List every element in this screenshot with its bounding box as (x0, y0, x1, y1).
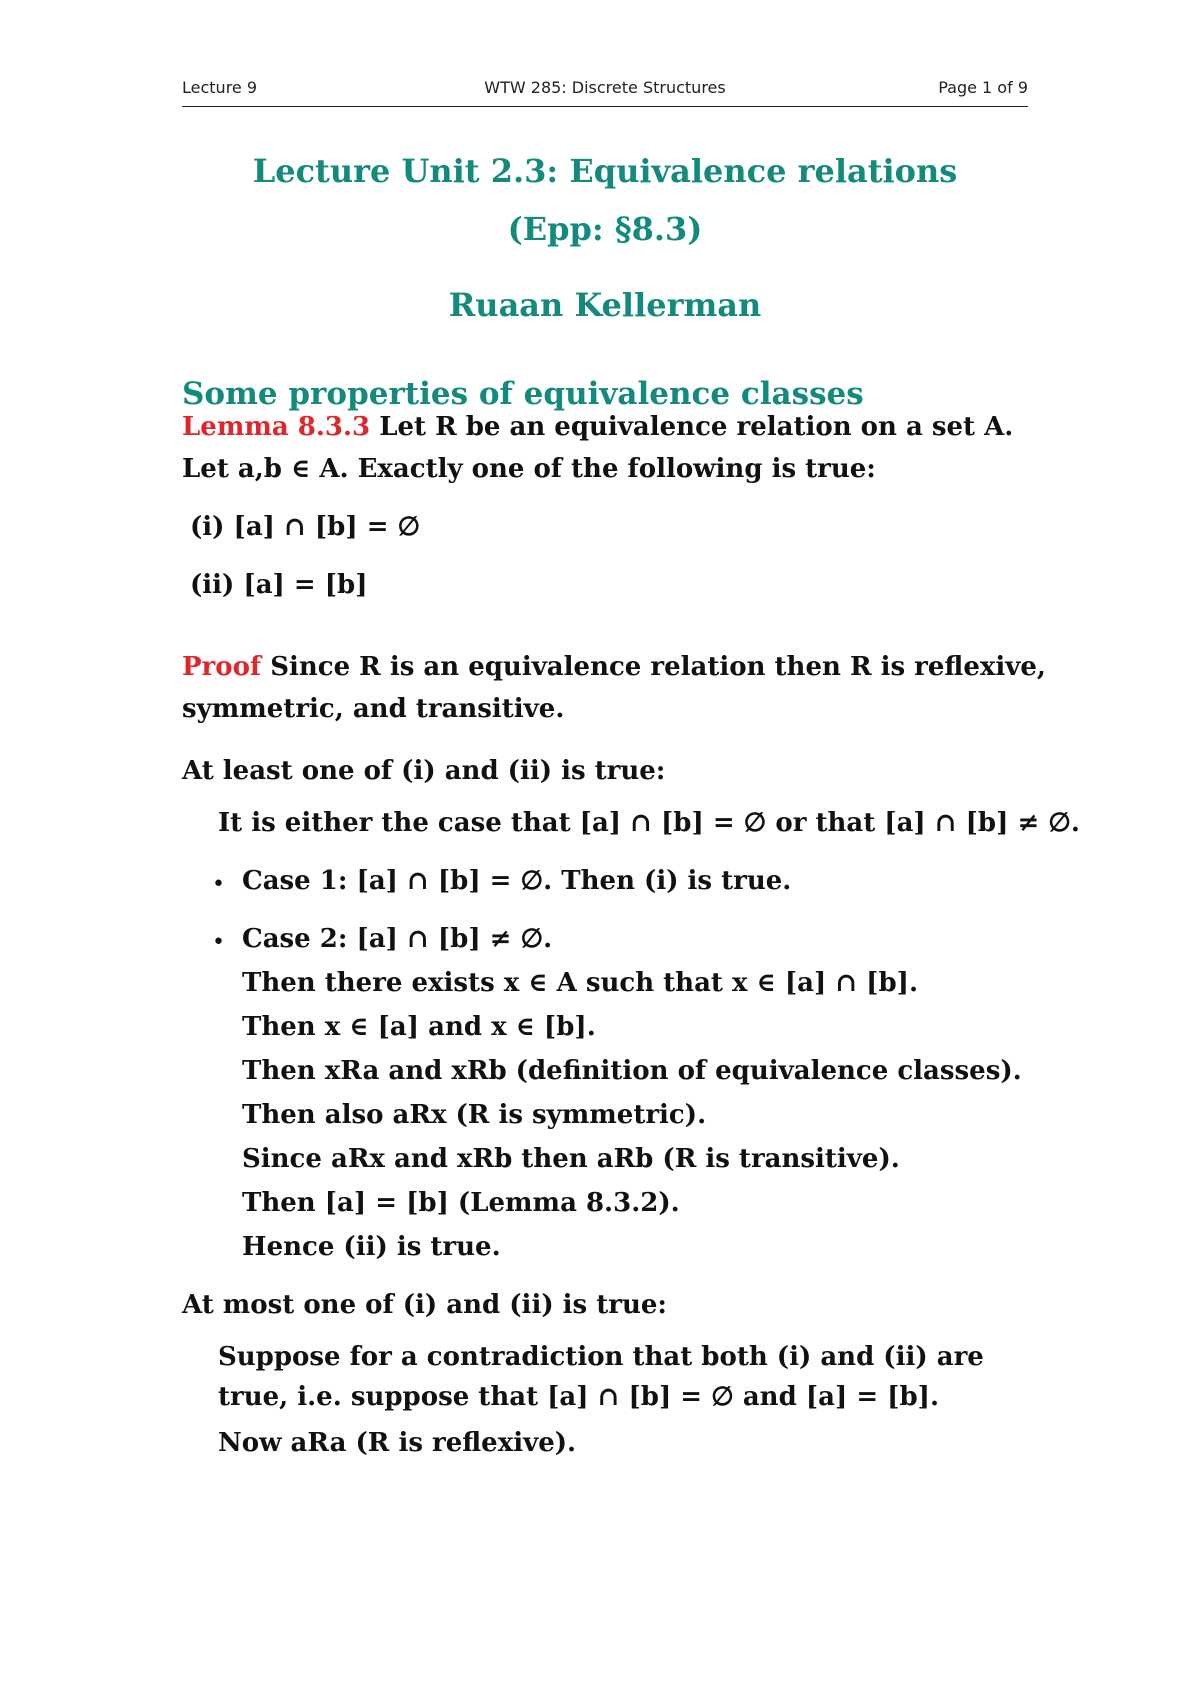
document-subtitle: (Epp: §8.3) (507, 210, 703, 248)
lemma-item-ii: (ii) [a] = [b] (190, 570, 368, 600)
case2-step: Since aRx and xRb then aRb (R is transitive). (242, 1144, 900, 1174)
proof-statement: Since R is an equivalence relation then R is reflexive, (270, 652, 1046, 682)
case2-step: Hence (ii) is true. (242, 1232, 501, 1262)
header-lecture: Lecture 9 (182, 78, 258, 97)
proof-line-1 (182, 652, 1046, 682)
case2-step: Then also aRx (R is symmetric). (242, 1100, 707, 1130)
page-header (182, 76, 1028, 107)
lemma-label: Lemma 8.3.3 (182, 412, 371, 442)
part1-intro: It is either the case that [a] ∩ [b] = ∅ or that [a] ∩ [b] ≠ ∅. (218, 808, 1080, 838)
document-title: Lecture Unit 2.3: Equivalence relations (252, 152, 958, 190)
case2-bullet: • (212, 930, 225, 955)
lemma-line-1 (182, 412, 1013, 442)
lemma-item-i: (i) [a] ∩ [b] = ∅ (190, 512, 421, 542)
section-heading: Some properties of equivalence classes (182, 376, 864, 412)
author-name: Ruaan Kellerman (448, 286, 762, 324)
lemma-statement: Let R be an equivalence relation on a set A. (379, 412, 1014, 442)
part2-line: true, i.e. suppose that [a] ∩ [b] = ∅ and [a] = [b]. (218, 1382, 939, 1412)
part2-heading: At most one of (i) and (ii) is true: (182, 1290, 667, 1320)
case2-step: Then there exists x ∈ A such that x ∈ [a] ∩ [b]. (242, 968, 918, 998)
case1-text: Case 1: [a] ∩ [b] = ∅. Then (i) is true. (242, 866, 792, 896)
case2-step: Then xRa and xRb (definition of equivalence classes). (242, 1056, 1022, 1086)
part2-line: Suppose for a contradiction that both (i) and (ii) are (218, 1342, 984, 1372)
case2-text: Case 2: [a] ∩ [b] ≠ ∅. (242, 924, 553, 954)
part2-line: Now aRa (R is reflexive). (218, 1428, 577, 1458)
part1-heading: At least one of (i) and (ii) is true: (182, 756, 666, 786)
header-page-number: Page 1 of 9 (938, 78, 1028, 97)
case2-step: Then x ∈ [a] and x ∈ [b]. (242, 1012, 596, 1042)
proof-label: Proof (182, 652, 262, 682)
lemma-line-2: Let a,b ∈ A. Exactly one of the following is true: (182, 454, 876, 484)
header-course: WTW 285: Discrete Structures (484, 78, 726, 97)
proof-line-2: symmetric, and transitive. (182, 694, 565, 724)
case2-step: Then [a] = [b] (Lemma 8.3.2). (242, 1188, 680, 1218)
case1-bullet: • (212, 872, 225, 897)
